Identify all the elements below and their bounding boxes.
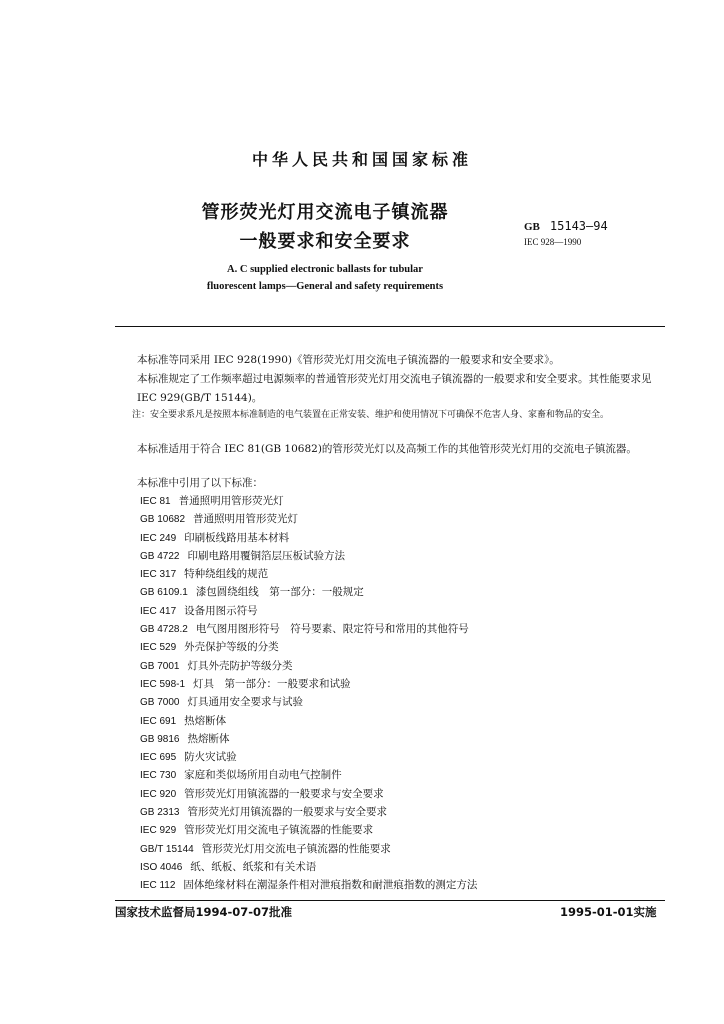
list-item xyxy=(140,712,477,730)
reference-code: IEC 112 xyxy=(140,880,176,892)
reference-code: IEC 929 xyxy=(140,825,177,837)
list-item xyxy=(140,803,477,821)
reference-title: 纸、纸板、纸浆和有关术语 xyxy=(190,860,317,873)
reference-title: 家庭和类似场所用自动电气控制件 xyxy=(184,769,342,782)
reference-title: 普通照明用管形荧光灯 xyxy=(178,495,284,507)
reference-title: 管形荧光灯用镇流器的一般要求与安全要求 xyxy=(187,806,387,819)
list-item xyxy=(140,492,477,510)
reference-code: IEC 695 xyxy=(140,752,177,764)
reference-list xyxy=(140,492,477,895)
reference-title: 管形荧光灯用交流电子镇流器的性能要求 xyxy=(201,842,391,855)
reference-title: 外壳保护等级的分类 xyxy=(184,641,279,654)
paragraph-scope xyxy=(115,370,665,408)
list-item xyxy=(140,657,477,675)
list-item xyxy=(140,602,477,620)
reference-title: 电气图用图形符号 符号要素、限定符号和常用的其他符号 xyxy=(195,623,469,636)
list-item xyxy=(140,583,477,601)
list-item xyxy=(140,638,477,656)
list-item xyxy=(140,785,477,803)
list-item xyxy=(140,766,477,784)
reference-code: GB 7001 xyxy=(140,660,180,672)
reference-title: 特种绕组线的规范 xyxy=(184,568,269,581)
reference-title: 热熔断体 xyxy=(184,714,227,727)
title-chinese-line-1: 管形荧光灯用交流电子镇流器 xyxy=(201,202,449,223)
reference-code: IEC 81 xyxy=(140,496,171,507)
paragraph-references-intro xyxy=(115,474,665,493)
reference-code: IEC 249 xyxy=(140,532,177,544)
reference-title: 热熔断体 xyxy=(187,732,230,745)
header-divider xyxy=(115,326,665,327)
reference-title: 管形荧光灯用交流电子镇流器的性能要求 xyxy=(184,824,374,837)
reference-code: GB 4728.2 xyxy=(140,624,188,636)
title-english-line-2: fluorescent lamps—General and safety requirements xyxy=(206,281,444,292)
reference-title: 灯具 第一部分：一般要求和试验 xyxy=(193,677,351,690)
list-item xyxy=(140,821,477,839)
list-item xyxy=(140,748,477,766)
list-item xyxy=(140,547,477,565)
standard-code: 15143—94 xyxy=(549,219,608,233)
reference-code: GB 6109.1 xyxy=(140,587,188,599)
list-item xyxy=(140,693,477,711)
list-item xyxy=(140,876,477,894)
reference-code: GB 9816 xyxy=(140,733,180,745)
paragraph-adoption-text: 本标准等同采用 IEC 928(1990)《管形荧光灯用交流电子镇流器的一般要求和安全要求》。 xyxy=(137,354,560,366)
reference-title: 印刷电路用覆铜箔层压板试验方法 xyxy=(187,549,345,562)
standard-number xyxy=(524,219,608,233)
reference-code: IEC 691 xyxy=(140,715,177,727)
reference-title: 固体绝缘材料在潮湿条件相对泄痕指数和耐泄痕指数的测定方法 xyxy=(183,879,478,892)
reference-title: 印刷板线路用基本材料 xyxy=(184,531,290,544)
reference-code: ISO 4046 xyxy=(140,861,183,873)
paragraph-applicability-text: 本标准适用于符合 IEC 81(GB 10682)的管形荧光灯以及高频工作的其他管形荧光灯用的交流电子镇流器。 xyxy=(137,443,637,455)
list-item xyxy=(140,858,477,876)
reference-code: GB/T 15144 xyxy=(140,843,194,855)
issuing-organization: 中华人民共和国国家标准 xyxy=(251,150,472,169)
paragraph-applicability xyxy=(115,440,665,459)
list-item xyxy=(140,620,477,638)
list-item xyxy=(140,565,477,583)
reference-code: IEC 317 xyxy=(140,569,177,581)
effective-date: 1995-01-01实施 xyxy=(560,905,657,919)
list-item xyxy=(140,510,477,528)
reference-code: GB 7000 xyxy=(140,697,180,709)
reference-title: 防火灾试验 xyxy=(184,751,237,764)
standard-prefix: GB xyxy=(524,221,540,233)
reference-code: GB 4722 xyxy=(140,550,180,562)
title-chinese-line-2: 一般要求和安全要求 xyxy=(239,231,411,252)
approval-date: 国家技术监督局1994-07-07批准 xyxy=(115,905,293,919)
reference-code: IEC 598-1 xyxy=(140,678,186,690)
paragraph-scope-text: 本标准规定了工作频率超过电源频率的普通管形荧光灯用交流电子镇流器的一般要求和安全要求。其性能要求见 IEC 929(GB/T 15144)。 xyxy=(137,373,652,404)
list-item xyxy=(140,675,477,693)
list-item xyxy=(140,840,477,858)
reference-title: 管形荧光灯用镇流器的一般要求与安全要求 xyxy=(184,787,384,800)
reference-code: GB 2313 xyxy=(140,807,180,819)
reference-title: 设备用图示符号 xyxy=(184,604,258,617)
reference-title: 灯具外壳防护等级分类 xyxy=(187,659,293,672)
reference-code: IEC 730 xyxy=(140,770,177,782)
reference-title: 漆包圆绕组线 第一部分：一般规定 xyxy=(195,586,364,599)
title-english-line-1: A. C supplied electronic ballasts for tubular xyxy=(227,264,423,275)
paragraph-references-intro-text: 本标准中引用了以下标准： xyxy=(137,477,263,489)
reference-title: 普通照明用管形荧光灯 xyxy=(193,513,299,526)
reference-code: IEC 920 xyxy=(140,788,177,800)
reference-code: IEC 417 xyxy=(140,605,177,617)
equivalent-standard: IEC 928—1990 xyxy=(524,237,582,247)
paragraph-adoption xyxy=(115,351,665,370)
list-item xyxy=(140,529,477,547)
note: 注：安全要求系凡是按照本标准制造的电气装置在正常安装、维护和使用情况下可确保不危害人身、家畜和物品的安全。 xyxy=(132,410,610,420)
reference-code: GB 10682 xyxy=(140,514,186,526)
reference-code: IEC 529 xyxy=(140,642,177,654)
list-item xyxy=(140,730,477,748)
reference-title: 灯具通用安全要求与试验 xyxy=(187,696,303,709)
footer-divider xyxy=(115,900,665,901)
